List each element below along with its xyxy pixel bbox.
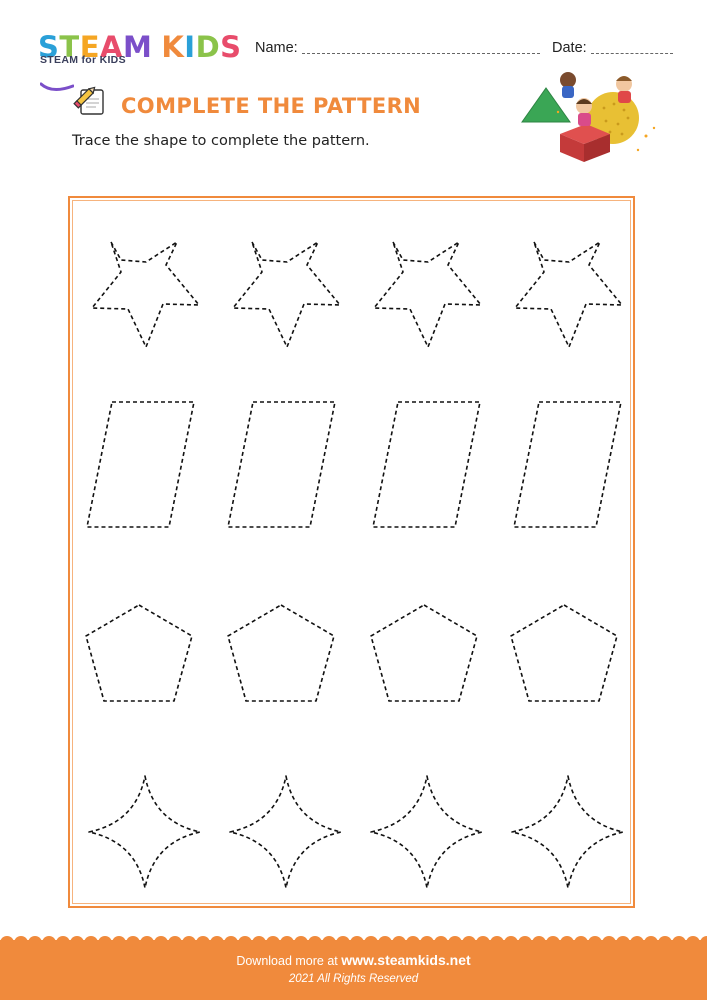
logo-letter: E xyxy=(79,30,100,64)
footer-download-text: Download more at xyxy=(236,954,338,968)
footer-bar xyxy=(0,940,707,1000)
name-label: Name: xyxy=(255,40,298,56)
footer-copyright: 2021 All Rights Reserved xyxy=(288,973,419,985)
logo-letter: I xyxy=(184,30,196,64)
logo-letter: D xyxy=(195,30,221,64)
date-field[interactable] xyxy=(591,53,673,54)
footer-download-line xyxy=(0,952,707,968)
logo-swoosh-icon xyxy=(40,82,74,96)
logo-letter: T xyxy=(59,30,80,64)
footer-site-link[interactable]: www.steamkids.net xyxy=(341,952,471,968)
worksheet-title: COMPLETE THE PATTERN xyxy=(121,94,422,118)
name-field[interactable] xyxy=(302,53,540,54)
worksheet-instruction: Trace the shape to complete the pattern. xyxy=(72,133,370,149)
logo-letter: S xyxy=(38,30,60,64)
logo-letter: M xyxy=(122,30,153,64)
logo-tagline: STEAM for KIDS xyxy=(40,54,126,66)
logo-letter: A xyxy=(100,30,123,64)
logo-letter: S xyxy=(220,30,242,64)
kids-shapes-illustration xyxy=(518,66,668,164)
worksheet-frame-inner xyxy=(72,200,631,904)
logo-letter: K xyxy=(161,30,185,64)
pencil-paper-icon xyxy=(72,86,106,116)
date-label: Date: xyxy=(552,40,587,56)
